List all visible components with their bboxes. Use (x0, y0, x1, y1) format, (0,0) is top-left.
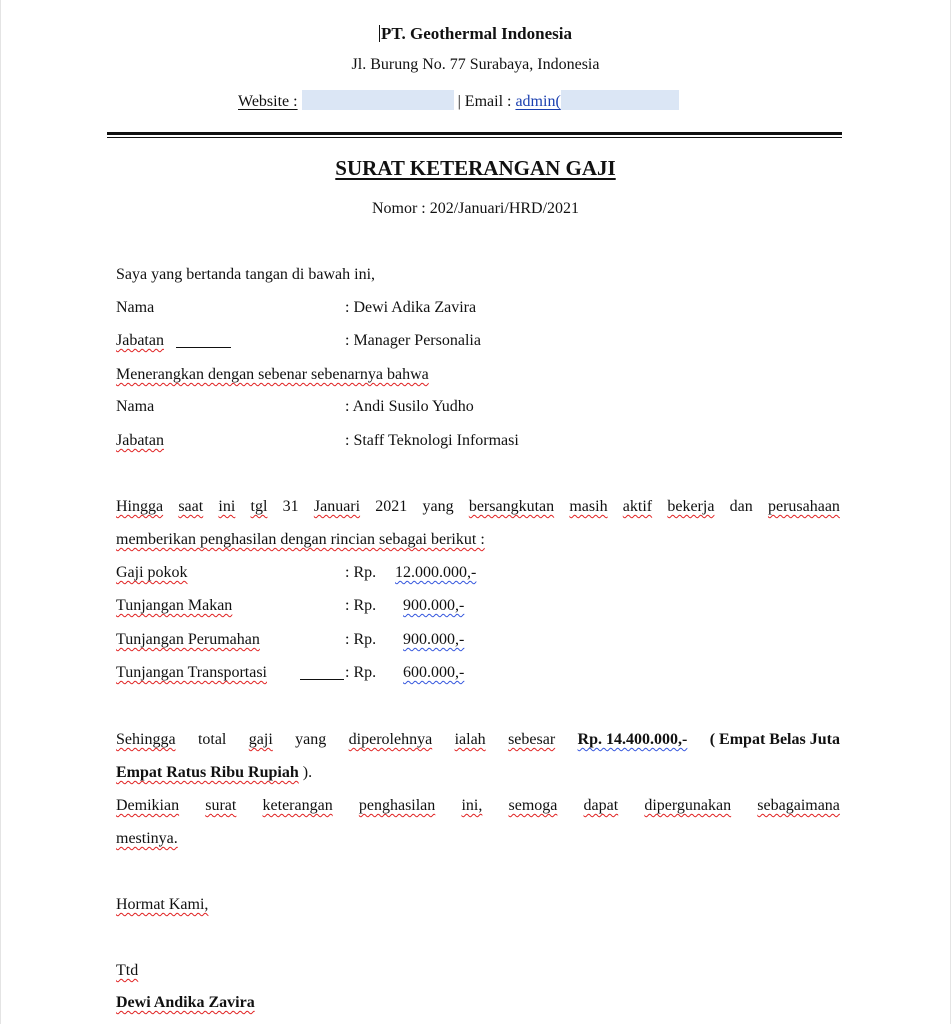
signer-name-label: Nama (116, 299, 155, 316)
employee-position-label: Jabatan (116, 432, 164, 449)
signer-position-label: Jabatan (116, 332, 164, 349)
salary-amount-housing: 900.000,- (403, 631, 465, 648)
email-separator: | Email : (457, 93, 512, 110)
opening-line: Saya yang bertanda tangan di bawah ini, (116, 266, 376, 283)
transport-underline (300, 679, 344, 680)
total-amount: Rp. 14.400.000,- (577, 731, 688, 748)
closing-line1: Demikian surat keterangan penghasilan ini, semoga dapat dipergunakan sebagaimana (116, 797, 840, 814)
paragraph1-line1: Hingga saat ini tgl 31 Januari 2021 yang bersangkutan masih aktif bekerja dan perusahaan (116, 498, 840, 515)
total-line2: Empat Ratus Ribu Rupiah ). (116, 764, 313, 781)
website-label: Website : (238, 93, 298, 110)
header-rule-thin (107, 137, 842, 138)
regards: Hormat Kami, (116, 896, 209, 913)
salary-currency-meal: : Rp. (345, 597, 377, 614)
employee-name-value: : Andi Susilo Yudho (345, 398, 474, 415)
closing-line2: mestinya. (116, 830, 178, 847)
total-words-start: ( Empat Belas Juta (709, 731, 840, 748)
signature-note: Ttd (116, 962, 139, 979)
employee-name-label: Nama (116, 398, 155, 415)
email-redacted (561, 90, 679, 110)
salary-currency-housing: : Rp. (345, 631, 377, 648)
header-rule-thick (107, 132, 842, 135)
paragraph1-line2: memberikan penghasilan dengan rincian sebagai berikut : (116, 531, 485, 548)
company-address: Jl. Burung No. 77 Surabaya, Indonesia (351, 56, 600, 73)
email-link[interactable]: admin( (515, 93, 561, 110)
salary-label-basic: Gaji pokok (116, 564, 188, 581)
salary-currency-basic: : Rp. (345, 564, 377, 581)
salary-currency-transport: : Rp. (345, 664, 377, 681)
letter-number: Nomor : 202/Januari/HRD/2021 (371, 200, 580, 217)
signer-position-value: : Manager Personalia (345, 332, 481, 349)
signer-position-underline (176, 347, 231, 348)
employee-position-value: : Staff Teknologi Informasi (345, 432, 519, 449)
total-line1: Sehingga total gaji yang diperolehnya ialah sebesar Rp. 14.400.000,- ( Empat Belas Juta (116, 731, 840, 748)
contact-line (238, 90, 679, 111)
signature-name: Dewi Andika Zavira (116, 994, 255, 1011)
salary-label-housing: Tunjangan Perumahan (116, 631, 260, 648)
signer-name-value: : Dewi Adika Zavira (345, 299, 477, 316)
letter-title: SURAT KETERANGAN GAJI (335, 156, 616, 180)
salary-amount-transport: 600.000,- (403, 664, 465, 681)
text-cursor (379, 25, 380, 42)
website-redacted (302, 90, 454, 110)
salary-label-transport: Tunjangan Transportasi (116, 664, 267, 681)
statement-line: Menerangkan dengan sebenar sebenarnya bahwa (116, 366, 429, 383)
salary-amount-basic: 12.000.000,- (395, 564, 477, 581)
company-name: PT. Geothermal Indonesia (381, 24, 572, 43)
salary-label-meal: Tunjangan Makan (116, 597, 233, 614)
salary-amount-meal: 900.000,- (403, 597, 465, 614)
